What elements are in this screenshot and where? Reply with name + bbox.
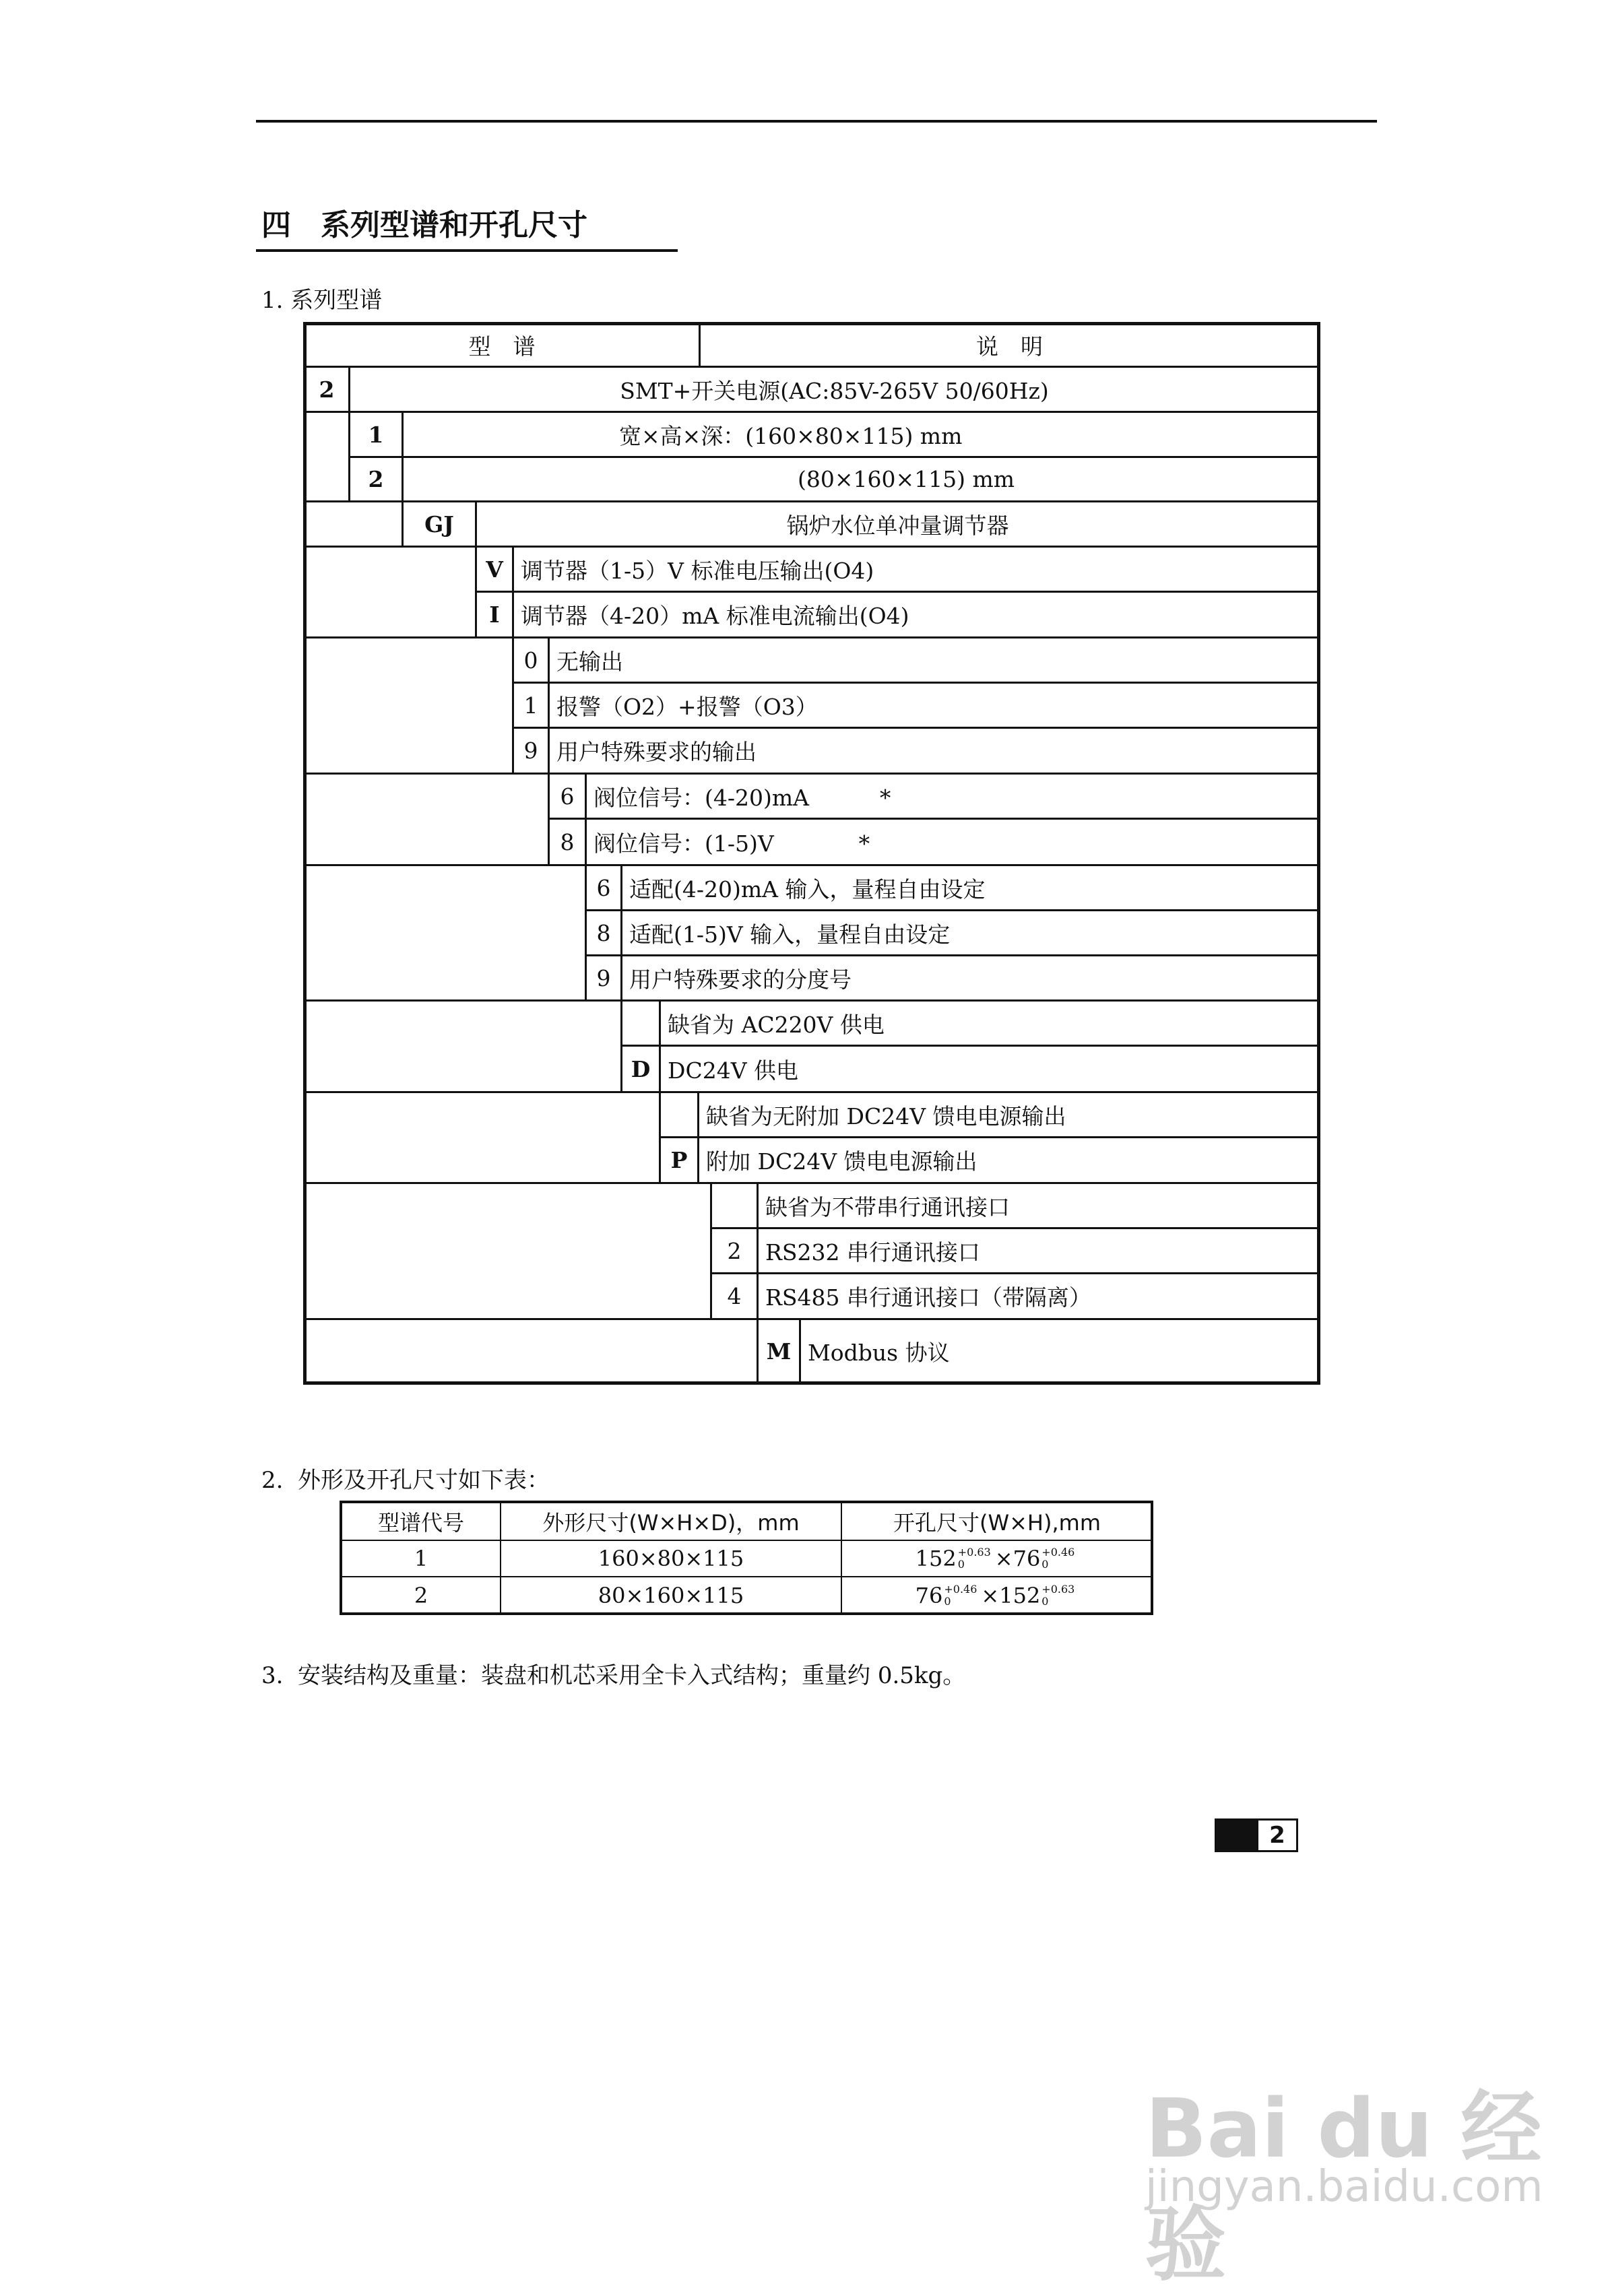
code-size-1 [348,411,404,458]
code-label: 9 [596,964,611,991]
blank-cell [303,1182,712,1320]
desc-label: 无输出 [556,648,623,675]
cell-label: 160×80×115 [598,1546,744,1571]
desc-supply-d [659,1045,1320,1093]
desc-label: RS232 串行通讯接口 [765,1239,980,1266]
dim-header-cutout [841,1502,1153,1541]
desc-comm-default [757,1182,1320,1229]
desc-label: 阀位信号：(4-20)mA * [594,784,891,811]
desc-modbus [799,1318,1320,1385]
code-comm-2 [710,1227,759,1274]
desc-v [512,546,1320,593]
tol-lower: 0 [1041,1558,1049,1571]
code-label: V [486,556,503,583]
code-label: 2 [319,376,335,403]
tol-lower: 0 [1041,1595,1049,1608]
desc-label: 用户特殊要求的分度号 [629,966,852,993]
code-valve-8 [548,818,587,866]
code-i [475,591,514,638]
code-output-0 [512,636,550,684]
desc-label: DC24V 供电 [668,1057,799,1084]
dim-row-1-cutout [841,1540,1153,1577]
header-label: 开孔尺寸(W×H),mm [893,1510,1101,1536]
dim-row-2-cutout [841,1576,1153,1615]
section-heading: 四 系列型谱和开孔尺寸 [261,208,587,242]
desc-supply-default [659,999,1320,1047]
code-output-1 [512,682,550,729]
desc-label: 缺省为不带串行通讯接口 [765,1193,1010,1220]
code-feed-default [659,1091,699,1138]
desc-label: RS485 串行通讯接口（带隔离） [765,1284,1091,1311]
blank-cell [303,500,404,548]
tolerance-b [1041,1546,1074,1571]
blank-cell [303,411,350,502]
subsection-1-title: 1. 系列型谱 [261,287,383,314]
dimension-table [340,1501,1153,1615]
desc-feed-default [697,1091,1320,1138]
top-rule [256,120,1377,123]
dim-row-2-code [341,1576,501,1615]
desc-label: Modbus 协议 [808,1340,950,1366]
cut-height: 152 [999,1583,1041,1608]
dim-header-outline [500,1502,842,1541]
desc-label: SMT+开关电源(AC:85V-265V 50/60Hz) [620,377,1049,404]
blank-cell [303,546,477,638]
cell-label: 1 [414,1546,428,1571]
model-code-table [303,322,1320,1385]
code-label: 9 [523,737,538,764]
desc-label: 调节器（4-20）mA 标准电流输出(O4) [521,603,909,629]
code-label: P [670,1147,688,1173]
tol-upper: +0.63 [1041,1583,1075,1596]
code-input-9 [585,954,622,1002]
blank-cell [303,636,514,775]
cut-height: 76 [1013,1546,1041,1571]
desc-input-6 [620,864,1320,911]
code-output-9 [512,727,550,775]
subsection-3-text: 3. 安装结构及重量：装盘和机芯采用全卡入式结构；重量约 0.5kg。 [261,1662,966,1689]
code-supply-d [620,1045,661,1093]
code-v [475,546,514,593]
desc-label: 用户特殊要求的输出 [556,739,757,765]
page-number: 2 [1269,1822,1285,1849]
blank-cell [303,1318,759,1385]
header-model-label: 型 谱 [468,333,536,360]
code-label: M [766,1338,792,1365]
code-feed-p [659,1136,699,1184]
page-number-block [1217,1821,1258,1850]
watermark-url: jingyan.baidu.com [1145,2162,1543,2212]
cell-label: 2 [414,1583,428,1608]
watermark-logo: Bai du 经验 [1145,2082,1542,2292]
dim-row-1-outline [500,1540,842,1577]
tol-upper: +0.63 [957,1546,991,1559]
code-size-2 [348,456,404,502]
cut-width: 152 [915,1546,957,1571]
code-comm-4 [710,1272,759,1320]
code-label: 6 [596,874,611,901]
desc-valve-6 [585,773,1320,820]
blank-cell [303,1091,661,1184]
heading-underline [256,249,678,252]
code-valve-6 [548,773,587,820]
desc-label: 缺省为无附加 DC24V 馈电电源输出 [706,1103,1066,1129]
desc-label: 适配(1-5)V 输入，量程自由设定 [629,921,951,948]
desc-output-9 [548,727,1320,775]
tol-upper: +0.46 [1041,1546,1075,1559]
cut-width: 76 [915,1583,943,1608]
code-label: 8 [560,828,575,855]
desc-input-8 [620,909,1320,956]
code-label: 4 [727,1283,742,1309]
desc-input-9 [620,954,1320,1002]
tolerance-a [958,1546,991,1571]
desc-label: 报警（O2）+报警（O3） [556,693,818,720]
desc-label: 锅炉水位单冲量调节器 [786,512,1009,539]
desc-label: 缺省为 AC220V 供电 [668,1011,885,1038]
desc-output-0 [548,636,1320,684]
cut-separator: × [994,1546,1013,1571]
desc-gj [475,500,1320,548]
header-model [303,322,701,368]
desc-label: 宽×高×深：(160×80×115) mm [619,422,963,449]
code-label: 0 [523,647,538,674]
desc-label: (80×160×115) mm [798,466,1015,492]
header-desc [699,322,1320,368]
code-label: 2 [727,1237,742,1264]
code-label: 6 [560,783,575,810]
code-comm-default [710,1182,759,1229]
tol-lower: 0 [957,1558,965,1571]
code-label: D [631,1055,651,1082]
dim-row-1-code [341,1540,501,1577]
tolerance-a [944,1583,977,1608]
desc-power [348,366,1320,413]
desc-valve-8 [585,818,1320,866]
code-input-6 [585,864,622,911]
dim-row-2-outline [500,1576,842,1615]
code-gj [402,500,477,548]
code-modbus [757,1318,801,1385]
code-input-8 [585,909,622,956]
code-label: 8 [596,919,611,946]
code-supply-default [620,999,661,1047]
code-power [303,366,350,413]
code-label: 1 [523,692,538,719]
desc-feed-p [697,1136,1320,1184]
desc-i [512,591,1320,638]
desc-size-1 [402,411,1320,458]
code-label: 2 [368,466,384,492]
desc-label: 适配(4-20)mA 输入，量程自由设定 [629,876,986,903]
dim-header-code [341,1502,501,1541]
tol-upper: +0.46 [944,1583,977,1596]
header-desc-label: 说 明 [976,333,1043,360]
cut-separator: × [981,1583,1000,1608]
page-number-box [1215,1818,1298,1852]
desc-size-2 [402,456,1320,502]
desc-comm-4 [757,1272,1320,1320]
desc-comm-2 [757,1227,1320,1274]
code-label: I [489,601,500,628]
subsection-2-title: 2. 外形及开孔尺寸如下表： [261,1467,550,1494]
tol-lower: 0 [944,1595,951,1608]
cell-label: 80×160×115 [598,1583,744,1608]
desc-label: 阀位信号：(1-5)V * [594,830,870,857]
code-label: GJ [424,511,454,537]
desc-output-1 [548,682,1320,729]
header-label: 外形尺寸(W×H×D)，mm [542,1510,800,1536]
header-label: 型谱代号 [377,1510,464,1536]
blank-cell [303,999,622,1093]
desc-label: 附加 DC24V 馈电电源输出 [706,1148,977,1175]
code-label: 1 [368,421,384,448]
desc-label: 调节器（1-5）V 标准电压输出(O4) [521,557,874,584]
blank-cell [303,773,550,866]
blank-cell [303,864,587,1002]
tolerance-b [1041,1583,1074,1608]
